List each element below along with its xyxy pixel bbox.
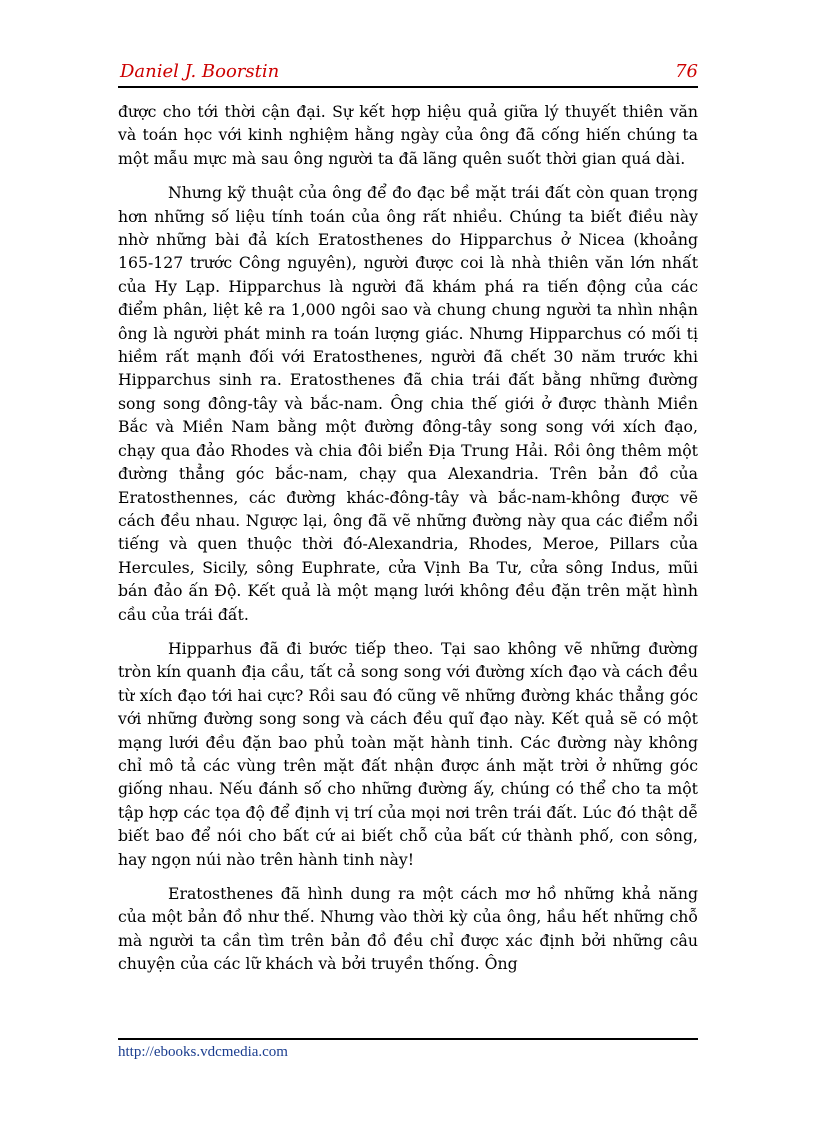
footer-url-link[interactable]: http://ebooks.vdcmedia.com: [118, 1044, 288, 1060]
paragraph: Eratosthenes đã hình dung ra một cách mơ hồ những khả năng của một bản đồ như thế. Nhưng vào thời kỳ của ông, hầu hết những chỗ mà người ta cần tìm trên bản đồ đều chỉ được xác định bởi những câu chuyện của các lữ khách và bởi truyền thống. Ông: [118, 884, 698, 974]
paragraph: Hipparhus đã đi bước tiếp theo. Tại sao không vẽ những đường tròn kín quanh địa cầu, tất cả song song với đường xích đạo và cách đều từ xích đạo tới hai cực? Rồi sau đó cũng vẽ những đường khác thẳng góc với những đường song song và cách đều quĩ đạo này. Kết quả sẽ có một mạng lưới đều đặn bao phủ toàn mặt hành tinh. Các đường này không chỉ mô tả các vùng trên mặt đất nhận được ánh mặt trời ở những góc giống nhau. Nếu đánh số cho những đường ấy, chúng có thể cho ta một tập hợp các tọa độ để định vị trí của mọi nơi trên trái đất. Lúc đó thật dễ biết bao để nói cho bất cứ ai biết chỗ của bất cứ thành phố, con sông, hay ngọn núi nào trên hành tinh này!: [118, 638, 698, 869]
paragraph: được cho tới thời cận đại. Sự kết hợp hiệu quả giữa lý thuyết thiên văn và toán học với kinh nghiệm hằng ngày của ông đã cống hiến chúng ta một mẫu mực mà sau ông người ta đã lãng quên suốt thời gian quá dài.: [118, 102, 698, 168]
paragraph: Nhưng kỹ thuật của ông để đo đạc bề mặt trái đất còn quan trọng hơn những số liệu tính toán của ông rất nhiều. Chúng ta biết điều này nhờ những bài đả kích Eratosthenes do Hipparchus ở Nicea (khoảng 165-127 trước Công nguyên), người được coi là nhà thiên văn lớn nhất của Hy Lạp. Hipparchus là người đã khám phá ra tiến động của các điểm phân, liệt kê ra 1,000 ngôi sao và chung chung người ta nhìn nhận ông là người phát minh ra toán lượng giác. Nhưng Hipparchus có mối tị hiềm rất mạnh đối với Eratosthenes, người đã chết 30 năm trước khi Hipparchus sinh ra. Eratosthenes đã chia trái đất bằng những đường song song đông-tây và bắc-nam. Ông chia thế giới ở được thành Miền Bắc và Miền Nam bằng một đường đông-tây song song với xích đạo, chạy qua đảo Rhodes và chia đôi biển Địa Trung Hải. Rồi ông thêm một đường thẳng góc bắc-nam, chạy qua Alexandria. Trên bản đồ của Eratosthennes, các đường khác-đông-tây và bắc-nam-không được vẽ cách đều nhau. Ngược lại, ông đã vẽ những đường này qua các điểm nổi tiếng và quen thuộc thời đó-Alexandria, Rhodes, Meroe, Pillars của Hercules, Sicily, sông Euphrate, cửa Vịnh Ba Tư, cửa sông Indus, mũi bán đảo ấn Độ. Kết quả là một mạng lưới không đều đặn trên mặt hình cầu của trái đất.: [118, 183, 698, 624]
footer-divider: [118, 1038, 698, 1040]
page-number: 76: [675, 61, 698, 82]
page-header: [118, 60, 698, 88]
header-author: Daniel J. Boorstin: [120, 61, 280, 82]
body-text: [118, 100, 698, 987]
